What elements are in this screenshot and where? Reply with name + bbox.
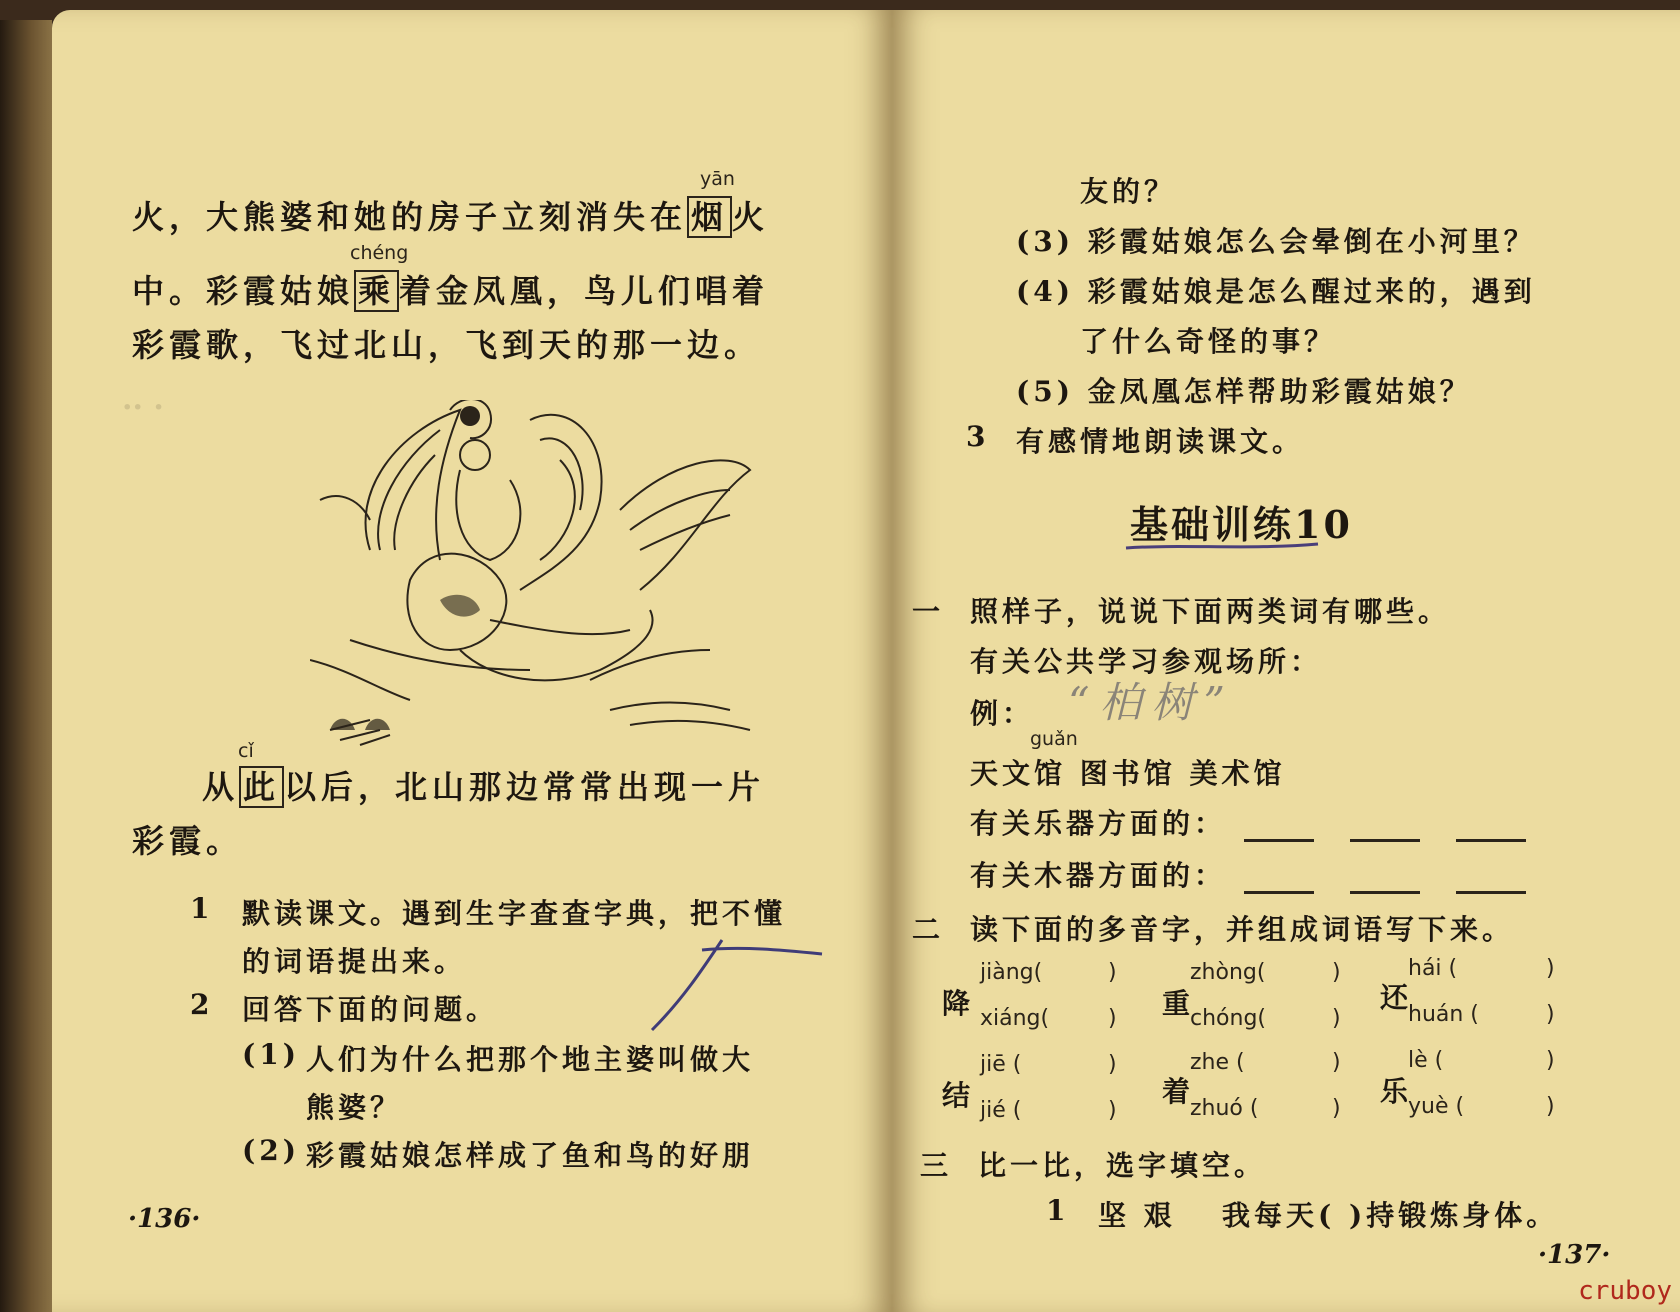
wood-blank-2[interactable] [1350, 865, 1420, 894]
poly-reading: jiàng( [980, 960, 1043, 985]
question-1-number: (1) [242, 1038, 300, 1071]
music-row [970, 802, 1544, 842]
section-1-sub: 有关公共学习参观场所： [970, 645, 1323, 678]
section-2-text: 读下面的多音字，并组成词语写下来。 [970, 913, 1515, 946]
close-paren: ) [1108, 1098, 1117, 1123]
close-paren: ) [1546, 1002, 1555, 1027]
exercise-1-number: 1 [190, 892, 214, 925]
close-paren: ) [1332, 1096, 1341, 1121]
poly-reading: chóng( [1190, 1006, 1266, 1031]
section-2-number: 二 [912, 913, 945, 946]
section-1-text: 照样子，说说下面两类词有哪些。 [970, 595, 1451, 628]
question-2-line-1: 彩霞姑娘怎样成了鱼和鸟的好朋 [306, 1139, 755, 1172]
pinyin-cheng: chéng [350, 242, 409, 264]
poly-reading: xiáng( [980, 1006, 1050, 1031]
text-line-3: 彩霞歌，飞过北山，飞到天的那一边。 [132, 326, 762, 364]
book-edge [0, 20, 52, 1312]
close-paren: ) [1108, 1006, 1117, 1031]
pinyin-guan: guǎn [1030, 728, 1078, 750]
question-4-line-1: (4) 彩霞姑娘是怎么醒过来的，遇到 [1016, 275, 1536, 308]
poly-reading: jié ( [980, 1098, 1022, 1123]
poly-reading: zhòng( [1190, 960, 1266, 985]
music-label: 有关乐器方面的： [970, 807, 1227, 840]
poly-char: 结 [942, 1079, 975, 1112]
pinyin-ci: cǐ [238, 740, 254, 762]
question-1-line-1: 人们为什么把那个地主婆叫做大 [306, 1043, 755, 1076]
poly-reading: jiē ( [980, 1052, 1022, 1077]
question-1-line-2: 熊婆？ [306, 1091, 403, 1124]
handwritten-note: “柏树” [1068, 678, 1235, 727]
bleed-through: ·· · [122, 390, 164, 425]
question-3: (3) 彩霞姑娘怎么会晕倒在小河里？ [1016, 225, 1536, 258]
poly-char: 还 [1380, 981, 1413, 1014]
close-paren: ) [1108, 960, 1117, 985]
wood-blank-3[interactable] [1456, 865, 1526, 894]
para2-a: 从 [202, 768, 240, 806]
exercise-2-number: 2 [190, 988, 214, 1021]
question-2-number: (2) [242, 1134, 300, 1167]
exercise-3-text: 有感情地朗读课文。 [1016, 425, 1305, 458]
text-line-1 [132, 192, 769, 238]
exercise-1-line-1: 默读课文。遇到生字查查字典，把不懂 [242, 897, 787, 930]
section-title-number: 10 [1294, 502, 1353, 547]
section-3-item-chars: 坚 艰 [1098, 1199, 1176, 1232]
left-page [52, 10, 892, 1312]
poly-char: 乐 [1380, 1075, 1413, 1108]
text-line-2 [132, 266, 769, 312]
pinyin-yan: yān [700, 168, 735, 190]
question-4-line-2: 了什么奇怪的事？ [1080, 325, 1337, 358]
poly-reading: yuè ( [1408, 1094, 1465, 1119]
section-3-number: 三 [920, 1149, 953, 1182]
pen-mark [642, 910, 842, 1040]
exercise-2-text: 回答下面的问题。 [242, 993, 499, 1026]
section-title-text: 基础训练 [1130, 502, 1295, 547]
title-underline [1122, 540, 1322, 552]
close-paren: ) [1546, 1094, 1555, 1119]
music-blank-1[interactable] [1244, 813, 1314, 842]
close-paren: ) [1332, 1050, 1341, 1075]
music-blank-2[interactable] [1350, 813, 1420, 842]
text-line-2-a: 中。彩霞姑娘 [132, 272, 355, 310]
question-5: (5) 金凤凰怎样帮助彩霞姑娘？ [1016, 375, 1472, 408]
right-page [892, 10, 1680, 1312]
page-number-right: ·137· [1538, 1240, 1611, 1270]
close-paren: ) [1332, 1006, 1341, 1031]
close-paren: ) [1332, 960, 1341, 985]
boxed-char-cheng: 乘 [354, 270, 399, 312]
section-3-text: 比一比，选字填空。 [978, 1149, 1267, 1182]
poly-char: 降 [942, 987, 975, 1020]
wood-row [970, 854, 1544, 894]
poly-reading: hái ( [1408, 956, 1458, 981]
exercise-3-number: 3 [966, 420, 990, 453]
wood-label: 有关木器方面的： [970, 859, 1227, 892]
section-1-number: 一 [912, 595, 945, 628]
example-words: 天文馆 图书馆 美术馆 [970, 757, 1286, 790]
poly-reading: zhe ( [1190, 1050, 1245, 1075]
boxed-char-ci: 此 [239, 766, 284, 808]
text-line-2-b: 着金凤凰，鸟儿们唱着 [399, 272, 770, 310]
poly-char: 着 [1162, 1075, 1195, 1108]
text-line-1-end: 火 [732, 198, 770, 236]
music-blank-3[interactable] [1456, 813, 1526, 842]
page-number-left: ·136· [128, 1204, 201, 1234]
poly-reading: zhuó ( [1190, 1096, 1259, 1121]
para2-line-2: 彩霞。 [132, 822, 244, 860]
boxed-char-yan: 烟 [687, 196, 732, 238]
illustration-girl-on-phoenix [310, 400, 770, 750]
watermark: cruboy [1578, 1276, 1672, 1306]
example-label: 例： [970, 697, 1035, 730]
close-paren: ) [1546, 956, 1555, 981]
section-3-item-text: 我每天( )持锻炼身体。 [1222, 1199, 1559, 1232]
para2-line-1 [202, 762, 765, 808]
section-3-item-number: 1 [1046, 1194, 1070, 1227]
close-paren: ) [1546, 1048, 1555, 1073]
poly-reading: lè ( [1408, 1048, 1444, 1073]
wood-blank-1[interactable] [1244, 865, 1314, 894]
exercise-1-line-2: 的词语提出来。 [242, 945, 467, 978]
para2-b: 以后，北山那边常常出现一片 [284, 768, 766, 806]
poly-char: 重 [1162, 987, 1195, 1020]
poly-reading: huán ( [1408, 1002, 1479, 1027]
question-2-line-2: 友的？ [1080, 175, 1177, 208]
close-paren: ) [1108, 1052, 1117, 1077]
text-line-1-main: 火，大熊婆和她的房子立刻消失在 [132, 198, 688, 236]
